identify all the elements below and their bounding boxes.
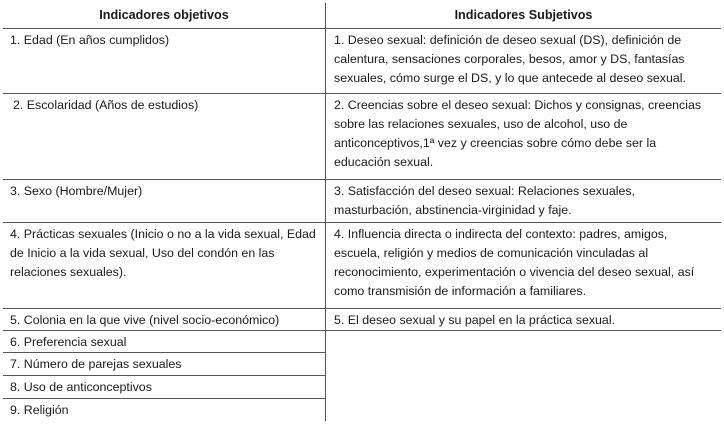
objective-cell: 4. Prácticas sexuales (Inicio o no a la vida sexual, Edad de Inicio a la vida sexual, Uso del condón en las relaciones sexuales). [3,223,326,309]
subjective-cell: 4. Influencia directa o indirecta del contexto: padres, amigos, escuela, religión y medios de comunicación vinculadas al reconocimiento, experimentación o vivencia del deseo sexual, así como transmisión de información a familiares. [326,223,721,309]
table-row [3,353,721,376]
objective-cell: 3. Sexo (Hombre/Mujer) [3,180,326,223]
subjective-cell [326,353,721,376]
table-row [3,331,721,353]
header-subjective: Indicadores Subjetivos [454,8,593,22]
header-objective: Indicadores objetivos [3,3,326,28]
table-row [3,309,721,331]
objective-cell: 7. Número de parejas sexuales [3,353,326,376]
objective-cell: 2. Escolaridad (Años de estudios) [3,94,326,180]
subjective-cell [326,376,721,399]
objective-cell: 6. Preferencia sexual [3,331,326,353]
subjective-cell: 3. Satisfacción del deseo sexual: Relaciones sexuales, masturbación, abstinencia-virginidad y faje. [326,180,721,223]
table-header-row [3,3,721,29]
table-row [3,399,721,421]
indicators-table [3,3,721,421]
subjective-cell: 1. Deseo sexual: definición de deseo sexual (DS), definición de calentura, sensaciones corporales, besos, amor y DS, fantasías sexuales, cómo surge el DS, y lo que antecede al deseo sexual. [326,29,721,94]
objective-cell: 1. Edad (En años cumplidos) [3,29,326,94]
objective-cell: 5. Colonia en la que vive (nivel socio-económico) [3,309,326,331]
subjective-cell: 2. Creencias sobre el deseo sexual: Dichos y consignas, creencias sobre las relaciones sexuales, uso de alcohol, uso de anticonceptivos,1ª vez y creencias sobre cómo debe ser la educación sexual. [326,94,721,180]
subjective-cell [326,399,721,421]
table-row [3,29,721,94]
objective-cell: 8. Uso de anticonceptivos [3,376,326,399]
subjective-cell [326,331,721,353]
objective-cell: 9. Religión [3,399,326,421]
subjective-cell: 5. El deseo sexual y su papel en la práctica sexual. [326,309,721,331]
table-row [3,223,721,309]
table-row [3,376,721,399]
table-row [3,180,721,223]
table-row [3,94,721,180]
